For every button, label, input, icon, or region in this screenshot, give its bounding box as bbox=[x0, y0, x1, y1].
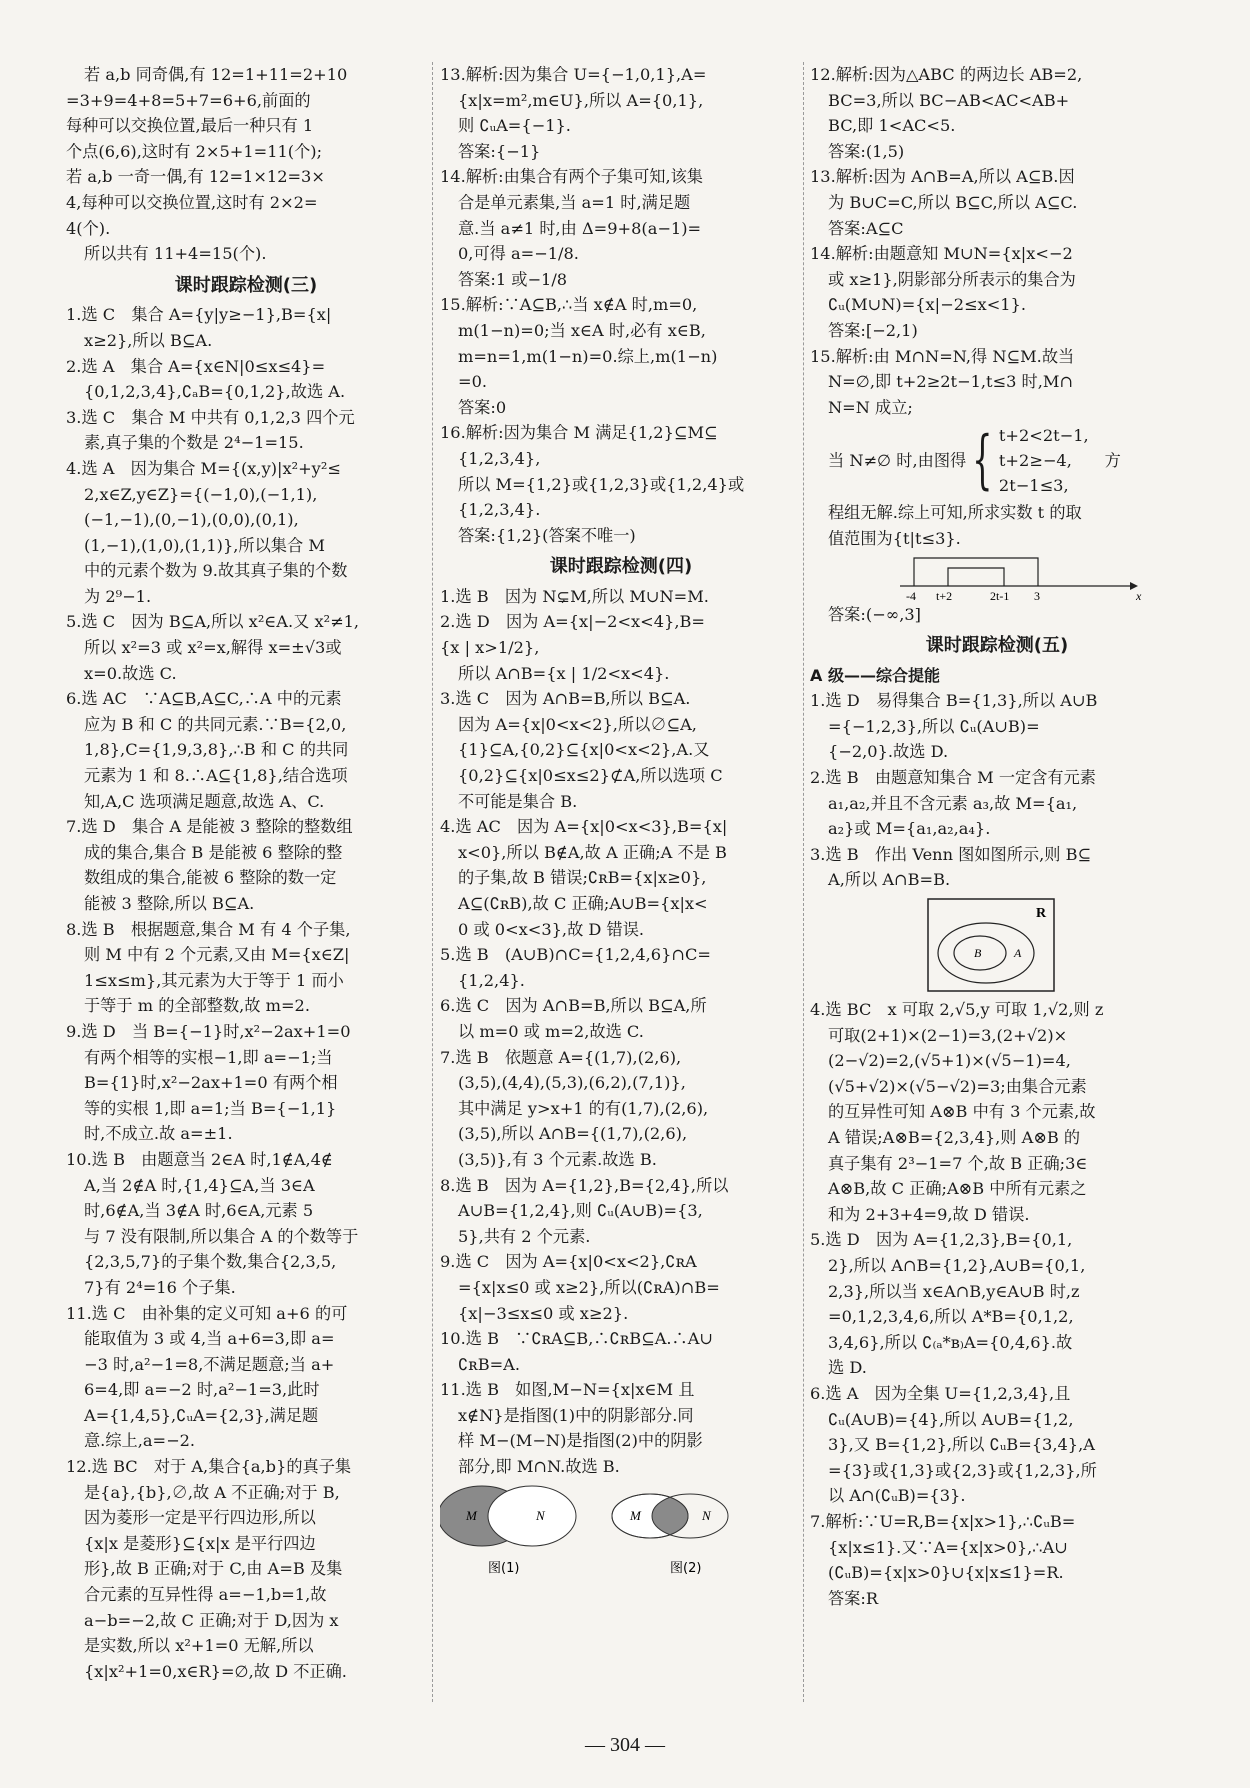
fig1-caption: 图(1) bbox=[488, 1560, 520, 1576]
text-line: {x|x²+1=0,x∈R}=∅,故 D 不正确. bbox=[84, 1661, 347, 1681]
text-line: 能被 3 整除,所以 B⊆A. bbox=[84, 894, 255, 913]
text-line: BC=3,所以 BC−AB<AC<AB+ bbox=[828, 90, 1070, 110]
text-line: x≥2},所以 B⊆A. bbox=[84, 330, 213, 350]
system-eq-1: t+2<2t−1, bbox=[998, 425, 1089, 445]
text-line: 真子集有 2³−1=7 个,故 B 正确;3∈ bbox=[828, 1153, 1088, 1173]
text-line: 所以 x²=3 或 x²=x,解得 x=±√3或 bbox=[84, 638, 342, 658]
text-line: x=0.故选 C. bbox=[84, 663, 177, 683]
text-line: {1,2,3,4}. bbox=[458, 500, 541, 520]
text-line: 13.解析:因为集合 U={−1,0,1},A= bbox=[440, 65, 707, 84]
text-line: 于等于 m 的全部整数,故 m=2. bbox=[84, 996, 310, 1016]
text-line: {x|x 是菱形}⊆{x|x 是平行四边 bbox=[84, 1533, 316, 1553]
text-line: 答案:(−∞,3] bbox=[828, 604, 921, 624]
text-line: 值范围为{t|t≤3}. bbox=[828, 528, 961, 548]
column-1 bbox=[66, 62, 426, 1684]
text-line: (1,−1),(1,0),(1,1)},所以集合 M bbox=[84, 535, 325, 555]
text-line: 所以 A∩B={x | 1/2<x<4}. bbox=[458, 663, 670, 683]
text-line: (−1,−1),(0,−1),(0,0),(0,1), bbox=[84, 510, 299, 530]
section-heading: 课时跟踪检测(三) bbox=[174, 274, 318, 296]
text-line: 7.解析:∵U=R,B={x|x>1},∴∁ᵤB= bbox=[810, 1511, 1076, 1531]
text-line: (2−√2)=2,(√5+1)×(√5−1)=4, bbox=[828, 1051, 1071, 1071]
column-3-text-bottom bbox=[810, 997, 1184, 1611]
page-number: — 304 — bbox=[585, 1734, 665, 1756]
text-line: {x|x=m²,m∈U},所以 A={0,1}, bbox=[458, 90, 704, 110]
text-line: 15.解析:由 M∩N=N,得 N⊆M.故当 bbox=[810, 346, 1075, 366]
text-line: 的互异性可知 A⊗B 中有 3 个元素,故 bbox=[828, 1102, 1096, 1122]
text-line: 和为 2+3+4=9,故 D 错误. bbox=[828, 1204, 1030, 1224]
text-line: {−2,0}.故选 D. bbox=[828, 742, 949, 762]
text-line: 6.选 A 因为全集 U={1,2,3,4},且 bbox=[810, 1383, 1071, 1403]
subsection-heading: A 级——综合提能 bbox=[810, 665, 940, 685]
text-line: 16.解析:因为集合 M 满足{1,2}⊆M⊆ bbox=[440, 423, 718, 443]
text-line: 应为 B 和 C 的共同元素.∵B={2,0, bbox=[84, 714, 347, 734]
text-line: 12.选 BC 对于 A,集合{a,b}的真子集 bbox=[66, 1457, 352, 1477]
text-line: 合是单元素集,当 a=1 时,满足题 bbox=[458, 192, 691, 212]
text-line: 若 a,b 一奇一偶,有 12=1×12=3× bbox=[66, 167, 325, 187]
text-line: 以 m=0 或 m=2,故选 C. bbox=[458, 1021, 644, 1041]
text-line: {0,1,2,3,4},∁ₐB={0,1,2},故选 A. bbox=[84, 382, 346, 402]
text-line: 若 a,b 同奇偶,有 12=1+11=2+10 bbox=[84, 65, 348, 84]
text-line: a₂}或 M={a₁,a₂,a₄}. bbox=[828, 819, 991, 839]
text-line: =0. bbox=[458, 372, 488, 392]
text-line: 8.选 B 根据题意,集合 M 有 4 个子集, bbox=[66, 919, 351, 939]
text-line: x∉N}是指图(1)中的阴影部分.同 bbox=[458, 1405, 694, 1425]
text-line: 因为 A={x|0<x<2},所以∅⊆A, bbox=[458, 714, 697, 734]
text-line: 11.选 B 如图,M−N={x|x∈M 且 bbox=[440, 1380, 695, 1400]
text-line: 数组成的集合,能被 6 整除的数一定 bbox=[84, 868, 337, 888]
text-line: 9.选 D 当 B={−1}时,x²−2ax+1=0 bbox=[66, 1021, 351, 1041]
text-line: (3,5)},有 3 个元素.故选 B. bbox=[458, 1149, 657, 1169]
text-line: 时,6∉A,当 3∉A 时,6∈A,元素 5 bbox=[84, 1201, 314, 1221]
section-heading: 课时跟踪检测(五) bbox=[925, 635, 1069, 657]
text-line: 0 或 0<x<3},故 D 错误. bbox=[458, 919, 645, 939]
column-divider-1 bbox=[432, 62, 433, 1702]
text-line: m(1−n)=0;当 x∈A 时,必有 x∈B, bbox=[458, 320, 706, 340]
text-line: (3,5),(4,4),(5,3),(6,2),(7,1)}, bbox=[458, 1073, 686, 1093]
text-line: 2,x∈Z,y∈Z}={(−1,0),(−1,1), bbox=[84, 484, 318, 504]
text-line: A⊗B,故 C 正确;A⊗B 中所有元素之 bbox=[828, 1179, 1087, 1199]
system-eq-2: t+2≥−4, bbox=[998, 450, 1072, 470]
text-line: 则 M 中有 2 个元素,又由 M={x∈Z| bbox=[84, 945, 350, 965]
number-line-figure bbox=[880, 552, 1160, 602]
tick-label-2t-minus-1: 2t-1 bbox=[990, 588, 1010, 602]
text-line: 以 A∩(∁ᵤB)={3}. bbox=[828, 1486, 966, 1506]
text-line: 则 ∁ᵤA={−1}. bbox=[458, 116, 571, 136]
section-heading: 课时跟踪检测(四) bbox=[549, 556, 693, 578]
text-line: 8.选 B 因为 A={1,2},B={2,4},所以 bbox=[440, 1175, 729, 1195]
text-line: 7.选 D 集合 A 是能被 3 整除的整数组 bbox=[66, 817, 353, 837]
text-line: 或 x≥1},阴影部分所表示的集合为 bbox=[828, 269, 1076, 289]
text-line: 5.选 C 因为 B⊆A,所以 x²∈A.又 x²≠1, bbox=[66, 612, 360, 632]
text-line: 合元素的互异性得 a=−1,b=1,故 bbox=[84, 1585, 327, 1605]
text-line: 2.选 A 集合 A={x∈N|0≤x≤4}= bbox=[66, 356, 326, 376]
text-line: {1}⊆A,{0,2}⊆{x|0<x<2},A.又 bbox=[458, 740, 710, 760]
text-line: 5.选 B (A∪B)∩C={1,2,4,6}∩C= bbox=[440, 945, 711, 965]
interval-inner bbox=[948, 568, 1004, 586]
text-line: 5.选 D 因为 A={1,2,3},B={0,1, bbox=[810, 1230, 1073, 1250]
text-line: 素,真子集的个数是 2⁴−1=15. bbox=[84, 433, 304, 453]
text-line: 3.选 C 因为 A∩B=B,所以 B⊆A. bbox=[440, 689, 691, 709]
text-line: 为 2⁹−1. bbox=[84, 586, 152, 606]
text-line: 4.选 A 因为集合 M={(x,y)|x²+y²≤ bbox=[66, 458, 341, 478]
set-a-label: A bbox=[1014, 946, 1022, 961]
text-line: 4,每种可以交换位置,这时有 2×2= bbox=[66, 192, 318, 212]
text-line: {x | x>1/2}, bbox=[440, 638, 540, 658]
text-line: 答案:[−2,1) bbox=[828, 320, 918, 340]
text-line: 所以共有 11+4=15(个). bbox=[84, 244, 267, 264]
text-line: 3.选 B 作出 Venn 图如图所示,则 B⊆ bbox=[810, 844, 1092, 864]
text-line: A⊆(∁ʀB),故 C 正确;A∪B={x|x< bbox=[458, 894, 708, 913]
text-line: 4(个). bbox=[66, 218, 111, 238]
text-line: A∪B={1,2,4},则 ∁ᵤ(A∪B)={3, bbox=[458, 1201, 703, 1221]
text-line: 意.综上,a=−2. bbox=[84, 1431, 196, 1451]
text-line: x<0},所以 B∉A,故 A 正确;A 不是 B bbox=[458, 842, 727, 862]
text-line: 是实数,所以 x²+1=0 无解,所以 bbox=[84, 1636, 314, 1656]
tick-label-minus4: -4 bbox=[906, 588, 916, 602]
system-equations bbox=[999, 423, 1089, 498]
text-line: 10.选 B 由题意当 2∈A 时,1∉A,4∉ bbox=[66, 1149, 333, 1169]
interval-outer bbox=[914, 558, 1038, 586]
text-line: 4.选 BC x 可取 2,√5,y 可取 1,√2,则 z bbox=[810, 1000, 1104, 1020]
inequality-system bbox=[810, 420, 1184, 500]
text-line: 时,不成立.故 a=±1. bbox=[84, 1124, 233, 1144]
text-line: 所以 M={1,2}或{1,2,3}或{1,2,4}或 bbox=[458, 474, 745, 494]
text-line: =3+9=4+8=5+7=6+6,前面的 bbox=[66, 90, 311, 110]
text-line: 3,4,6},所以 ∁₍ₐ*ʙ₎A={0,4,6}.故 bbox=[828, 1332, 1073, 1352]
text-line: 是{a},{b},∅,故 A 不正确;对于 B, bbox=[84, 1482, 340, 1502]
text-line: N=N 成立; bbox=[828, 397, 913, 417]
text-line: N=∅,即 t+2≥2t−1,t≤3 时,M∩ bbox=[828, 372, 1074, 392]
text-line: =0,1,2,3,4,6,所以 A*B={0,1,2, bbox=[828, 1307, 1074, 1327]
text-line: 2.选 B 由题意知集合 M 一定含有元素 bbox=[810, 768, 1096, 788]
text-line: 成的集合,集合 B 是能被 6 整除的整 bbox=[84, 842, 343, 862]
set-b-label: B bbox=[974, 946, 982, 961]
text-line: 1,8},C={1,9,3,8},∴B 和 C 的共同 bbox=[84, 740, 349, 760]
fig1-label-n: N bbox=[536, 1507, 545, 1523]
text-line: 部分,即 M∩N.故选 B. bbox=[458, 1457, 620, 1477]
text-line: 6=4,即 a=−2 时,a²−1=3,此时 bbox=[84, 1380, 320, 1400]
text-line: 有两个相等的实根−1,即 a=−1;当 bbox=[84, 1047, 333, 1067]
text-line: A 错误;A⊗B={2,3,4},则 A⊗B 的 bbox=[828, 1128, 1081, 1147]
text-line: 0,可得 a=−1/8. bbox=[458, 244, 579, 264]
text-line: 7.选 B 依题意 A={(1,7),(2,6), bbox=[440, 1047, 682, 1067]
text-line: 选 D. bbox=[828, 1358, 867, 1378]
column-divider-2 bbox=[803, 62, 804, 1702]
text-line: 2.选 D 因为 A={x|−2<x<4},B= bbox=[440, 612, 705, 632]
text-line: (√5+√2)×(√5−√2)=3;由集合元素 bbox=[828, 1076, 1087, 1096]
venn-diagram-a-b bbox=[810, 893, 1170, 997]
text-line: (3,5),所以 A∩B={(1,7),(2,6), bbox=[458, 1124, 688, 1144]
text-line: 14.解析:由题意知 M∪N={x|x<−2 bbox=[810, 244, 1073, 264]
text-line: 14.解析:由集合有两个子集可知,该集 bbox=[440, 167, 703, 187]
fig2-caption: 图(2) bbox=[670, 1560, 702, 1576]
text-line: a₁,a₂,并且不含元素 a₃,故 M={a₁, bbox=[828, 793, 1078, 813]
text-line: 1.选 D 易得集合 B={1,3},所以 A∪B bbox=[810, 691, 1098, 711]
text-line: 4.选 AC 因为 A={x|0<x<3},B={x| bbox=[440, 817, 728, 837]
fig2-label-m: M bbox=[630, 1507, 641, 1523]
text-line: ={3}或{1,3}或{2,3}或{1,2,3},所 bbox=[828, 1460, 1097, 1480]
text-line: {x|−3≤x≤0 或 x≥2}. bbox=[458, 1303, 629, 1323]
universal-label-r: R bbox=[1036, 906, 1047, 922]
axis-label-x: x bbox=[1136, 588, 1142, 602]
text-line: 元素为 1 和 8.∴A⊆{1,8},结合选项 bbox=[84, 766, 348, 786]
text-line: 样 M−(M−N)是指图(2)中的阴影 bbox=[458, 1431, 703, 1451]
fig1-set-n bbox=[488, 1486, 576, 1546]
text-line: 个点(6,6),这时有 2×5+1=11(个); bbox=[66, 141, 323, 161]
text-line: 5},共有 2 个元素. bbox=[458, 1226, 591, 1246]
text-line: m=n=1,m(1−n)=0.综上,m(1−n) bbox=[458, 346, 718, 366]
text-line: 10.选 B ∵∁ʀA⊆B,∴∁ʀB⊆A.∴A∪ bbox=[440, 1329, 713, 1349]
text-line: {0,2}⊆{x|0≤x≤2}⊄A,所以选项 C bbox=[458, 766, 723, 786]
text-line: 1.选 B 因为 N⊊M,所以 M∪N=M. bbox=[440, 586, 709, 606]
fig1-label-m: M bbox=[466, 1507, 477, 1523]
text-line: ={−1,2,3},所以 ∁ᵤ(A∪B)= bbox=[828, 716, 1040, 736]
text-line: 答案:A⊆C bbox=[828, 218, 904, 238]
text-line: 可取(2+1)×(2−1)=3,(2+√2)× bbox=[828, 1025, 1068, 1045]
text-line: 7}有 2⁴=16 个子集. bbox=[84, 1277, 236, 1297]
text-line: (∁ᵤB)={x|x>0}∪{x|x≤1}=R. bbox=[828, 1563, 1064, 1583]
text-line: ∁ᵤ(A∪B)={4},所以 A∪B={1,2, bbox=[828, 1409, 1074, 1429]
text-line: 因为菱形一定是平行四边形,所以 bbox=[84, 1508, 316, 1528]
text-line: 12.解析:因为△ABC 的两边长 AB=2, bbox=[810, 65, 1083, 84]
text-line: A={1,4,5},∁ᵤA={2,3},满足题 bbox=[84, 1405, 319, 1425]
text-line: 9.选 C 因为 A={x|0<x<2},∁ʀA bbox=[440, 1252, 697, 1272]
text-line: 为 B∪C=C,所以 B⊆C,所以 A⊆C. bbox=[828, 192, 1078, 212]
text-line: {2,3,5,7}的子集个数,集合{2,3,5, bbox=[84, 1252, 337, 1272]
text-line: 中的元素个数为 9.故其真子集的个数 bbox=[84, 561, 348, 581]
text-line: 答案:{−1} bbox=[458, 141, 541, 161]
text-line: 答案:(1,5) bbox=[828, 141, 905, 161]
column-3-text-top bbox=[810, 62, 1184, 420]
column-3-text-mid bbox=[810, 500, 1184, 551]
text-line: 其中满足 y>x+1 的有(1,7),(2,6), bbox=[458, 1098, 709, 1118]
text-line: 能取值为 3 或 4,当 a+6=3,即 a= bbox=[84, 1329, 335, 1349]
text-line: 2},所以 A∩B={1,2},A∪B={0,1, bbox=[828, 1255, 1086, 1275]
text-line: ={x|x≤0 或 x≥2},所以(∁ʀA)∩B= bbox=[458, 1277, 720, 1297]
column-3 bbox=[810, 62, 1184, 1611]
text-line: {1,2,3,4}, bbox=[458, 448, 541, 468]
column-2-text bbox=[440, 62, 802, 1480]
text-line: 3},又 B={1,2},所以 ∁ᵤB={3,4},A bbox=[828, 1435, 1095, 1455]
venn-figures-m-minus-n bbox=[440, 1480, 780, 1580]
column-2 bbox=[440, 62, 802, 1580]
text-line: ∁ʀB=A. bbox=[458, 1354, 520, 1374]
text-line: {x|x≤1}.又∵A={x|x>0},∴A∪ bbox=[828, 1537, 1068, 1557]
text-line: {1,2,4}. bbox=[458, 970, 525, 990]
text-line: 6.选 AC ∵A⊆B,A⊆C,∴A 中的元素 bbox=[66, 689, 342, 709]
tick-label-3: 3 bbox=[1034, 588, 1040, 602]
text-line: −3 时,a²−1=8,不满足题意;当 a+ bbox=[84, 1354, 335, 1374]
text-line: BC,即 1<AC<5. bbox=[828, 116, 956, 136]
text-line: 意.当 a≠1 时,由 Δ=9+8(a−1)= bbox=[458, 218, 702, 238]
text-line: 形},故 B 正确;对于 C,由 A=B 及集 bbox=[84, 1559, 343, 1579]
text-line: 13.解析:因为 A∩B=A,所以 A⊆B.因 bbox=[810, 167, 1075, 187]
text-line: 1.选 C 集合 A={y|y≥−1},B={x| bbox=[66, 305, 332, 325]
system-brace: { bbox=[972, 423, 993, 498]
text-line: 答案:0 bbox=[458, 397, 507, 417]
text-line: 等的实根 1,即 a=1;当 B={−1,1} bbox=[84, 1098, 337, 1118]
text-line: A,所以 A∩B=B. bbox=[828, 870, 951, 890]
text-line: 2,3},所以当 x∈A∩B,y∈A∪B 时,z bbox=[828, 1281, 1080, 1301]
text-line: 6.选 C 因为 A∩B=B,所以 B⊆A,所 bbox=[440, 996, 707, 1016]
text-line: 的子集,故 B 错误;∁ʀB={x|x≥0}, bbox=[458, 868, 707, 888]
system-eq-3: 2t−1≤3, bbox=[998, 475, 1069, 495]
text-line: 答案:{1,2}(答案不唯一) bbox=[458, 525, 636, 545]
text-line: 不可能是集合 B. bbox=[458, 791, 578, 811]
text-line: 1≤x≤m},其元素为大于等于 1 而小 bbox=[84, 970, 344, 990]
text-line: ∁ᵤ(M∪N)={x|−2≤x<1}. bbox=[828, 295, 1026, 315]
text-line: 程组无解.综上可知,所求实数 t 的取 bbox=[828, 503, 1082, 523]
text-line: 每种可以交换位置,最后一种只有 1 bbox=[66, 116, 314, 136]
text-line: 答案:1 或−1/8 bbox=[458, 269, 568, 289]
text-line: 11.选 C 由补集的定义可知 a+6 的可 bbox=[66, 1303, 348, 1323]
text-line: 3.选 C 集合 M 中共有 0,1,2,3 四个元 bbox=[66, 407, 355, 427]
text-line: 答案:R bbox=[828, 1588, 879, 1608]
system-tail: 方 bbox=[1104, 450, 1121, 470]
column-3-text-after-line bbox=[810, 602, 1184, 894]
fig2-label-n: N bbox=[702, 1507, 711, 1523]
text-line: a−b=−2,故 C 正确;对于 D,因为 x bbox=[84, 1610, 339, 1630]
text-line: 与 7 没有限制,所以集合 A 的个数等于 bbox=[84, 1226, 359, 1246]
text-line: 知,A,C 选项满足题意,故选 A、C. bbox=[84, 791, 325, 811]
system-lead: 当 N≠∅ 时,由图得 bbox=[828, 450, 967, 470]
text-line: B={1}时,x²−2ax+1=0 有两个相 bbox=[84, 1073, 338, 1093]
text-line: A,当 2∉A 时,{1,4}⊆A,当 3∈A bbox=[84, 1175, 315, 1195]
tick-label-t-plus-2: t+2 bbox=[936, 588, 953, 602]
text-line: 15.解析:∵A⊆B,∴当 x∉A 时,m=0, bbox=[440, 295, 698, 315]
